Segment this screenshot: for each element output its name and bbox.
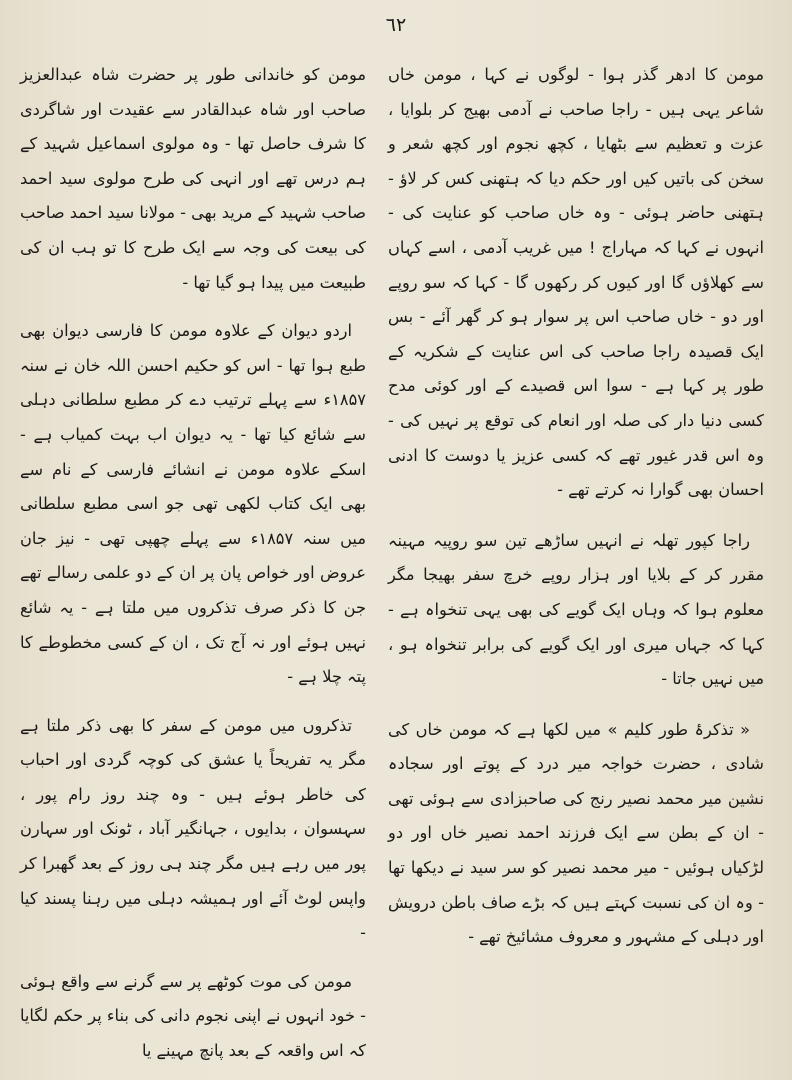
left-paragraph-2: اردو دیوان کے علاوہ مومن کا فارسی دیوان بھی طبع ہوا تھا - اس کو حکیم احسن اللہ خان نے سنہ ۱۸۵۷ء سے پہلے ترتیب دے کر مطبع سلطانی دہلی سے شائع کیا تھا - یہ دیوان اب بہت کمیاب ہے - اسکے علاوہ مومن نے انشائے فارسی کے نام سے بھی ایک کتاب لکھی تھی جو اسی مطبع سلطانی میں سنہ ۱۸۵۷ء سے پہلے چھپی تھی - نیز جان عروض اور خواص پان پر ان کے دو علمی رسالے تھے جن کا ذکر صرف تذکروں میں ملتا ہے - یہ شائع نہیں ہوئے اور نہ آج تک ، ان کے کسی مخطوطے کا پتہ چلا ہے - [20,321,366,687]
paragraph-gap [388,697,764,713]
paragraph-gap [20,951,366,965]
left-paragraph-3: تذکروں میں مومن کے سفر کا بھی ذکر ملتا ہے مگر یہ تفریحاً یا عشق کی کوچہ گردی اور احباب کی خاطر ہوئے ہیں - وہ چند روز رام پور ، سہسوان ، بدایوں ، جہانگیر آباد ، ٹونک اور سہارن پور میں رہے ہیں مگر چند ہی روز کے بعد گھبرا کر واپس لوٹ آئے اور ہمیشہ دہلی میں رہنا پسند کیا - [20,715,366,943]
right-paragraph-1: مومن کا ادھر گذر ہوا - لوگوں نے کہا ، مومن خاں شاعر یہی ہیں - راجا صاحب نے آدمی بھیج کر بلوایا ، عزت و تعظیم سے بٹھایا ، کچھ نجوم اور کچھ شعر و سخن کی باتیں کیں اور حکم دیا کہ ہتھنی کس کر لاؤ - ہتھنی حاضر ہوئی - وہ خاں صاحب کو عنایت کی - انہوں نے کہا کہ مہاراج ! میں غریب آدمی ، اسے کہاں سے کھلاؤں گا اور کیوں کر رکھوں گا - کہا کہ سو روپے اور دو - خاں صاحب اس پر سوار ہو کر گھر آئے - بس ایک قصیدہ راجا صاحب کی اس عنایت کے شکریہ کے طور پر کہا ہے - سوا اس قصیدے کے اور کوئی مدح کسی دنیا دار کی صلہ اور انعام کی توقع پر نہیں کی - وہ اس قدر غیور تھے کہ کسی عزیز یا دوست کا ادنی احسان بھی گوارا نہ کرتے تھے - [388,65,764,500]
right-paragraph-2: راجا کپور تھلہ نے انہیں ساڑھے تین سو روپیہ مہینہ مقرر کر کے بلایا اور ہزار روپے خرچ سفر بھیجا مگر معلوم ہوا کہ وہاں ایک گویے کی بھی یہی تنخواہ ہے - کہا کہ جہاں میری اور ایک گویے کی برابر تنخواہ ہو ، میں نہیں جاتا - [388,530,764,689]
paragraph-gap [20,695,366,709]
left-column [20,58,366,1069]
paragraph-gap [388,508,764,524]
left-paragraph-4: مومن کی موت کوٹھے پر سے گرنے سے واقع ہوئی - خود انہوں نے اپنی نجوم دانی کی بناء پر حکم لگایا کہ اس واقعہ کے بعد پانچ مہینے یا [20,971,366,1061]
page-number: ٦٢ [385,14,407,36]
right-paragraph-3: « تذکرۂ طور کلیم » میں لکھا ہے کہ مومن خاں کی شادی ، حضرت خواجہ میر درد کے پوتے اور سجادہ نشین میر محمد نصیر رنج کی صاحبزادی سے ہوئی تھی - ان کے بطن سے ایک فرزند احمد نصیر خاں اور دو لڑکیاں ہوئیں - میر محمد نصیر کو سر سید نے دیکھا تھا - وہ ان کی نسبت کہتے ہیں کہ بڑے صاف باطن درویش اور دہلی کے مشہور و معروف مشائیخ تھے - [388,719,764,947]
paragraph-gap [20,300,366,314]
left-paragraph-1: مومن کو خاندانی طور پر حضرت شاہ عبدالعزیز صاحب اور شاہ عبدالقادر سے عقیدت اور شاگردی کا شرف حاصل تھا - وہ مولوی اسماعیل شہید کے ہم درس تھے اور انہی کی طرح مولوی سید احمد صاحب شہید کے مرید بھی - مولانا سید احمد صاحب کی بیعت کی وجہ سے ایک طرح کا تو ہب ان کی طبیعت میں پیدا ہو گیا تھا - [20,65,366,292]
right-column [388,58,764,955]
